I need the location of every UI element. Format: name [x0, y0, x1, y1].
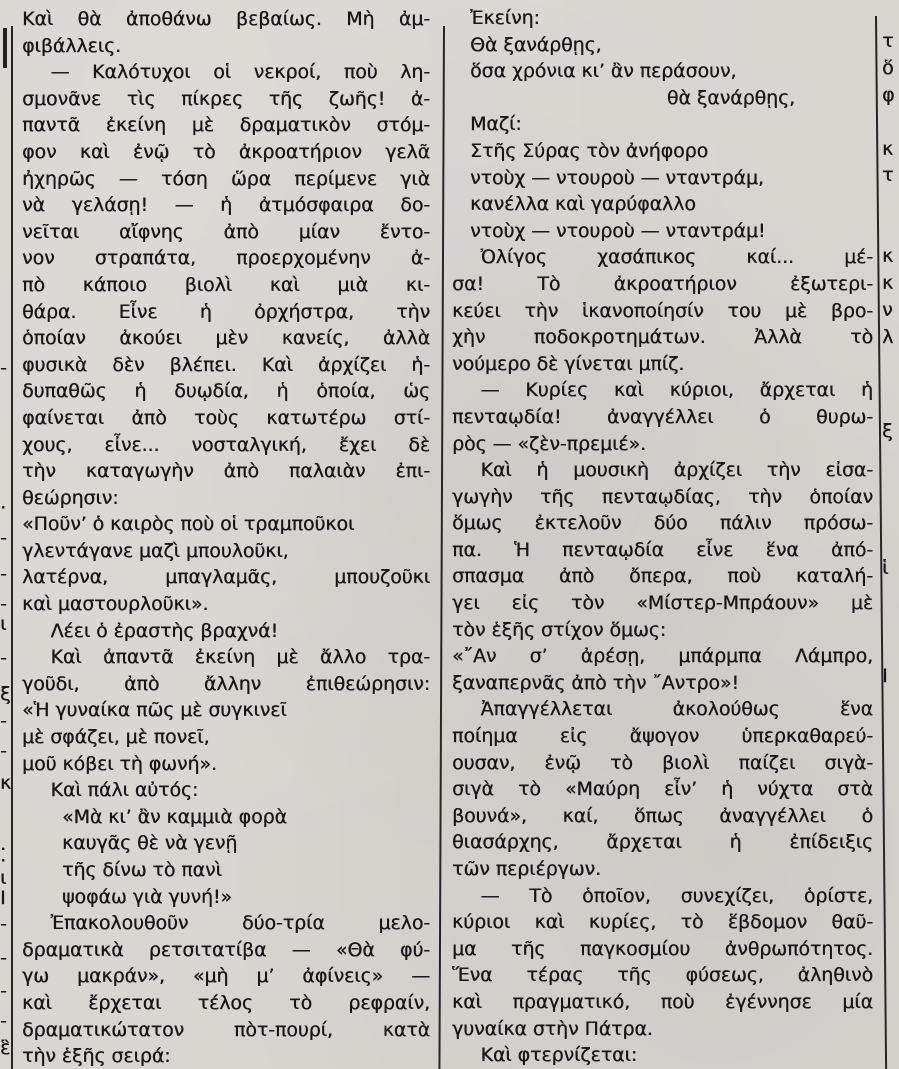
text-line: γλεντάγανε μαζὶ μπουλοῦκι,: [22, 539, 289, 562]
text-line: βουνά», καί, ὅπως ἀναγγέλλει ὁ: [452, 804, 873, 827]
text-line: καὶ πραγματικό, ποὺ ἐγέννησε μία: [452, 990, 873, 1013]
text-line: ντοὺχ — ντουροὺ — νταντράμ!: [470, 219, 766, 242]
text-line: φυσικὰ δὲν βλέπει. Καὶ ἀρχίζει ἡ-: [22, 353, 430, 376]
text-line: τῆς δίνω τὸ πανὶ: [62, 859, 222, 881]
text-line: Θὰ ξανάρθῃς,: [470, 33, 602, 56]
text-line: μοῦ κόβει τὴ φωνή».: [22, 752, 217, 775]
text-line: Ἀπαγγέλλεται ἀκολούθως ἕνα: [480, 698, 873, 721]
text-line: κεύει τὴν ἱκανοποίησίν του μὲ βρο-: [452, 299, 873, 322]
text-line: Ἐπακολουθοῦν δύο-τρία μελο-: [50, 912, 430, 935]
text-line: Μαζί:: [470, 113, 522, 136]
text-line: δυπαθῶς ἡ δυῳδία, ἡ ὁποία, ὡς: [22, 380, 430, 403]
text-line: σμονᾶνε τὶς πίκρες τῆς ζωῆς! ἀ-: [22, 87, 430, 110]
clipped-text-fragment: ν: [882, 299, 893, 321]
text-line: σα! Τὸ ἀκροατήριον ἐξωτερι-: [452, 272, 873, 295]
clipped-text-fragment: -: [0, 710, 7, 732]
text-line: δραματικώτατον πὸτ-πουρί, κατὰ: [22, 1018, 430, 1041]
clipped-text-fragment: -: [0, 593, 7, 615]
text-line: φον καὶ ἐνῷ τὸ ἀκροατήριον γελᾶ: [22, 140, 430, 163]
text-line: πενταῳδία! ἀναγγέλλει ὁ θυρω-: [452, 405, 873, 428]
text-line: χους, εἶνε... νοσταλγική, ἔχει δὲ: [22, 433, 430, 456]
text-line: νούμερο δὲ γίνεται μπίζ.: [452, 352, 685, 375]
text-line: κανέλλα καὶ γαρύφαλλο: [470, 193, 696, 216]
text-line: ποίημα εἰς ἄψογον ὑπερκαθαρεύ-: [452, 725, 873, 748]
clipped-text-fragment: -: [0, 740, 7, 762]
clipped-text-fragment: -: [0, 527, 7, 549]
clipped-text-fragment: -: [0, 563, 7, 585]
text-line: ντοὺχ — ντουροὺ — νταντράμ,: [470, 166, 764, 189]
clipped-text-fragment: -: [0, 947, 7, 969]
text-line: τὴν ἑξῆς σειρά:: [22, 1045, 171, 1068]
text-line: πὸ κάποιο βιολὶ καὶ μιὰ κι-: [22, 273, 430, 296]
text-line: σπασμα ἀπὸ ὄπερα, ποὺ καταλή-: [452, 565, 873, 588]
text-line: νον στραπάτα, προερχομένην ἀ-: [22, 247, 430, 270]
clipped-text-fragment: ι: [0, 613, 7, 635]
clipped-text-fragment: κ: [0, 772, 12, 794]
text-line: Καὶ ἡ μουσικὴ ἀρχίζει τὴν εἰσα-: [480, 459, 873, 482]
text-line: καὶ μαστουρλοῦκι».: [22, 593, 209, 616]
text-line: ὅσα χρόνια κι’ ἂν περάσουν,: [470, 60, 737, 83]
clipped-text-fragment: λ: [882, 326, 894, 348]
text-line: — Καλότυχοι οἱ νεκροί, ποὺ λη-: [50, 61, 430, 84]
clipped-text-fragment: .: [0, 833, 7, 855]
clipped-text-fragment: φ: [882, 84, 895, 106]
text-line: — Τὸ ὁποῖον, συνεχίζει, ὁρίστε,: [480, 884, 873, 907]
text-line: νὰ γελάσῃ! — ἡ ἀτμόσφαιρα δο-: [22, 194, 430, 217]
text-line: «Μὰ κι’ ἂν καμμιὰ φορὰ: [62, 805, 287, 828]
previous-column-edge-fragments: [0, 0, 10, 1069]
clipped-text-fragment: ·: [0, 850, 7, 872]
clipped-text-fragment: ἓ: [0, 1037, 11, 1059]
text-line: Καὶ φτερνίζεται:: [480, 1044, 638, 1067]
text-line: Καὶ θὰ ἀποθάνω βεβαίως. Μὴ ἀμ-: [22, 8, 430, 30]
text-line: Λέει ὁ ἐραστὴς βραχνά!: [50, 619, 278, 642]
clipped-text-fragment: ξ: [882, 420, 893, 442]
text-line: «῎Αν σ’ ἀρέσῃ, μπάρμπα Λάμπρο,: [452, 645, 873, 668]
text-line: θιασάρχης, ἄρχεται ἡ ἐπίδειξις: [452, 831, 873, 854]
text-line: γει εἰς τὸν «Μίστερ-Μπράουν» μὲ: [452, 592, 873, 615]
column-rule-left: [11, 26, 13, 1069]
clipped-text-fragment: -: [0, 913, 7, 935]
clipped-text-fragment: κ: [882, 138, 894, 160]
column-rule-middle: [438, 26, 445, 1069]
text-line: πα. Ἡ πενταῳδία εἶνε ἕνα ἀπό-: [452, 538, 873, 561]
clipped-text-fragment: ·: [0, 497, 7, 519]
clipped-text-fragment: -: [0, 647, 7, 669]
clipped-text-fragment: Ι: [882, 665, 888, 687]
clipped-text-fragment: Ι: [0, 887, 6, 909]
text-line: ψοφάω γιὰ γυνή!»: [62, 885, 232, 908]
next-column-edge-fragments: [882, 0, 899, 1069]
text-line: δραματικὰ ρετσιτατίβα — «Θὰ φύ-: [22, 938, 430, 961]
text-line: «Ποῦν’ ὁ καιρὸς ποὺ οἱ τραμποῦκοι: [22, 513, 355, 536]
clipped-text-fragment: τ: [882, 164, 894, 186]
text-line: γω μακράν», «μὴ μ’ ἀφίνεις» —: [22, 965, 430, 988]
clipped-text-fragment: -: [0, 357, 7, 379]
text-column-middle: [452, 5, 873, 1069]
text-line: θεώρησιν:: [22, 486, 119, 509]
text-line: γυναίκα στὴν Πάτρα.: [452, 1017, 653, 1040]
text-line: Ἐκείνη:: [470, 7, 540, 29]
clipped-text-fragment: κ: [882, 245, 894, 267]
clipped-text-fragment: -: [0, 1010, 7, 1032]
clipped-text-fragment: τ: [882, 30, 894, 52]
text-line: νεῖται αἴφνης ἀπὸ μίαν ἔντο-: [22, 220, 430, 243]
text-line: θὰ ξανάρθῃς,: [666, 86, 795, 109]
text-line: φαίνεται ἀπὸ τοὺς κατωτέρω στί-: [22, 406, 430, 429]
text-line: ρὸς — «ζὲν-πρεμιέ».: [452, 432, 646, 455]
text-line: «Ἡ γυναίκα πῶς μὲ συγκινεῖ: [22, 699, 287, 722]
text-line: — Κυρίες καὶ κύριοι, ἄρχεται ἡ: [480, 379, 873, 402]
text-line: Ὀλίγος χασάπικος καί... μέ-: [480, 246, 873, 269]
text-line: κύριοι καὶ κυρίες, τὸ ἕβδομον θαῦ-: [452, 911, 873, 934]
text-line: Στῆς Σύρας τὸν ἀνήφορο: [470, 139, 708, 162]
text-line: Καὶ πάλι αὐτός:: [50, 779, 199, 802]
text-line: Ἕνα τέρας τῆς φύσεως, ἀληθινὸ: [452, 964, 873, 987]
text-line: Καὶ ἀπαντᾶ ἐκείνη μὲ ἄλλο τρα-: [50, 646, 430, 669]
text-column-left: [22, 6, 430, 1069]
text-line: μα τῆς παγκοσμίου ἀνθρωπότητος.: [452, 937, 873, 960]
text-line: γωγὴν τῆς πενταῳδίας, τὴν ὁποίαν: [452, 485, 873, 508]
clipped-text-fragment: -: [0, 980, 7, 1002]
text-line: καὶ ἔρχεται τέλος τὸ ρεφραίν,: [22, 991, 430, 1014]
text-line: καυγᾶς θὲ νὰ γενῇ: [62, 832, 238, 855]
text-line: τὴν καταγωγὴν ἀπὸ παλαιὰν ἐπι-: [22, 460, 430, 483]
text-line: ὅμως ἐκτελοῦν δύο πάλιν πρόσω-: [452, 512, 873, 535]
text-line: τῶν περιέργων.: [452, 858, 601, 880]
text-line: ουσαν, ἐνῷ τὸ βιολὶ παίζει σιγὰ-: [452, 751, 873, 774]
clipped-text-fragment: κ: [882, 272, 894, 294]
text-line: σιγὰ τὸ «Μαύρη εἶν’ ἡ νύχτα στὰ: [452, 778, 873, 801]
text-line: ὁποίαν ἀκούει μὲν κανείς, ἀλλὰ: [22, 327, 430, 350]
text-line: γοῦδι, ἀπὸ ἄλλην ἐπιθεώρησιν:: [22, 672, 430, 695]
clipped-text-fragment: ἱ: [882, 557, 889, 579]
text-line: μὲ σφάζει, μὲ πονεῖ,: [22, 726, 210, 749]
text-line: ἠχηρῶς — τόση ὥρα περίμενε γιὰ: [22, 167, 430, 190]
text-line: λατέρνα, μπαγλαμᾶς, μπουζοῦκι: [22, 566, 430, 589]
text-line: ξαναπερνᾶς ἀπὸ τὴν ῎Αντρο»!: [452, 671, 739, 694]
text-line: παντᾶ ἐκείνη μὲ δραματικὸν στόμ-: [22, 114, 430, 137]
text-line: τὸν ἑξῆς στίχον ὅμως:: [452, 618, 667, 641]
clipped-text-fragment: ι: [0, 867, 7, 889]
text-line: χὴν ποδοκροτημάτων. Ἀλλὰ τὸ: [452, 326, 873, 349]
clipped-text-fragment: ξ: [0, 683, 11, 705]
text-line: θάρα. Εἶνε ἡ ὀρχήστρα, τὴν: [22, 300, 430, 323]
clipped-text-fragment: ὅ: [882, 57, 894, 79]
text-line: φιβάλλεις.: [22, 34, 121, 57]
